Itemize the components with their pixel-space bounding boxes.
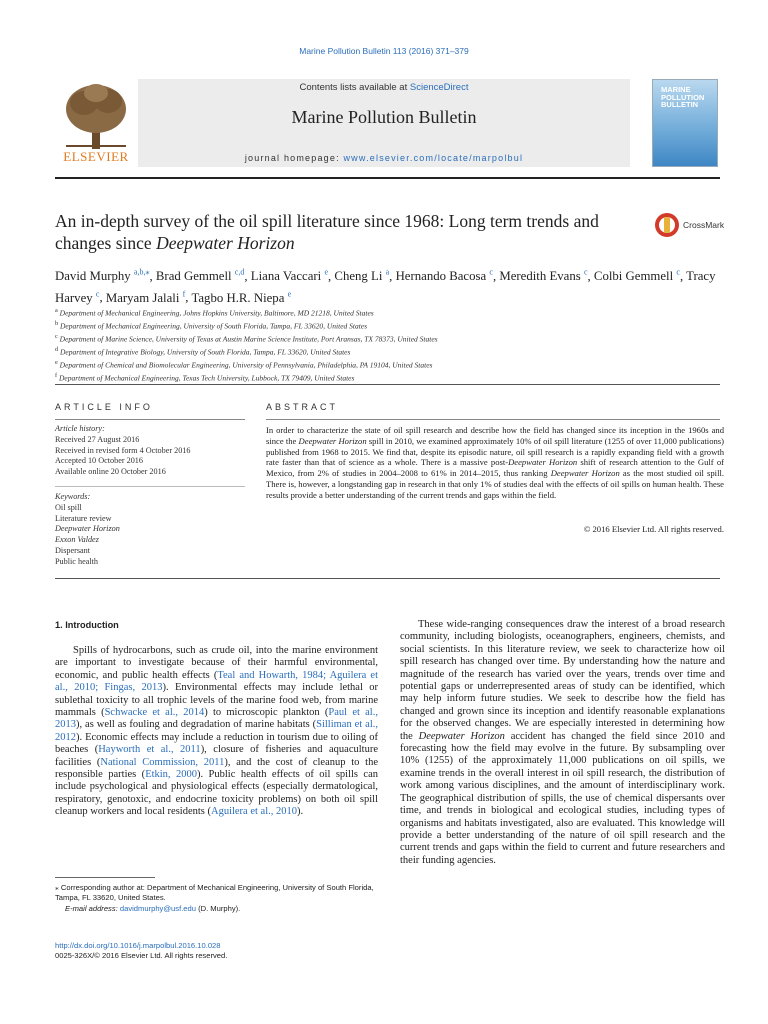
title-italic: Deepwater Horizon — [156, 233, 295, 253]
keywords — [55, 492, 245, 568]
citation-link[interactable]: National Commission, 2011 — [100, 756, 225, 768]
affiliation — [55, 332, 725, 345]
abstract-segment: In order to characterize the state of oil spill research and describe how the field has changed since its inception in the 1960s and since the — [266, 425, 724, 446]
journal-header — [58, 79, 716, 167]
article-history — [55, 424, 245, 478]
author-sup[interactable]: c — [676, 268, 680, 277]
journal-citation[interactable]: Marine Pollution Bulletin 113 (2016) 371–379 — [299, 46, 469, 56]
affiliation-text: Department of Mechanical Engineering, Texas Tech University, Lubbock, TX 79409, United States — [58, 373, 355, 383]
header-divider — [55, 177, 720, 179]
issn-line: 0025-326X/© 2016 Elsevier Ltd. All rights reserved. — [55, 951, 228, 961]
author-name: David Murphy — [55, 269, 131, 284]
footnote-divider — [55, 877, 155, 878]
body-text-segment: ) to microscopic plankton ( — [204, 707, 329, 719]
affiliation — [55, 371, 725, 384]
introduction-heading: 1. Introduction — [55, 620, 119, 630]
abstract-italic: Deepwater Horizon — [298, 435, 367, 446]
affiliation-text: Department of Mechanical Engineering, Johns Hopkins University, Baltimore, MD 21218, United States — [59, 308, 374, 318]
author[interactable] — [55, 269, 149, 283]
intro-right-column — [400, 619, 725, 867]
affiliation-key: b — [55, 320, 59, 328]
email-link[interactable]: davidmurphy@usf.edu — [119, 903, 196, 913]
keywords-divider — [55, 486, 245, 487]
abstract-segment: spill in 2010, we examined approximately 10% of oil spill literature (1255 of over 11,000 publications) published from 1968 to 2015. We find that, despite its episodic nature, oil spill research is a rapidly expanding field with a growth rate faster than that of science as a whole. There is a massive post- — [266, 435, 724, 468]
doi-block — [55, 941, 385, 962]
citation-link[interactable]: Aguilera et al., 2010 — [210, 806, 297, 818]
author-name: Colbi Gemmell — [593, 269, 674, 284]
body-text-segment: These wide-ranging consequences draw the interest of a broad research community, including biologists, oceanographers, engineers, chemists, and social scientists. In this literature review, we seek to characterize how oil spill research has changed over time. By understanding how the nature and magnitude of the research has varied over the years, trends over time and potential gaps or underrepresented areas of study can be identified, which may help inform future studies. We seek to describe how the field has changed and grown since its inception and identify reasonable explanations for the observed changes. We are especially interested in determining how the — [400, 619, 725, 742]
italic-text: Deepwater Horizon — [418, 730, 505, 742]
history-label: Article history: — [55, 424, 105, 433]
affiliation — [55, 358, 725, 371]
body-divider — [55, 578, 720, 579]
body-text-segment: ), as well as fouling and degradation of marine habitats ( — [76, 719, 317, 731]
affiliation-text: Department of Integrative Biology, University of South Florida, Tampa, FL 33620, United States — [60, 347, 351, 357]
abstract-text — [266, 425, 724, 501]
history-entry: Available online 20 October 2016 — [55, 467, 166, 477]
author-list: David Murphy $^{a,b,⁎}$, Brad Gemmell $^{c,d}$, Liana Vaccari $^e$, Cheng Li $^a$, Hernando Bacosa $^c$, Meredith Evans $^c$, Colbi Gemmell $^c$, Tracy Harvey $^c$, Maryam Jalali $^f$, Tagbo H.R. Niepa $^e$ — [55, 268, 716, 305]
author[interactable] — [106, 291, 185, 305]
author[interactable] — [594, 269, 680, 283]
author[interactable] — [396, 269, 493, 283]
keyword: Exxon Valdez — [55, 535, 99, 545]
journal-homepage — [138, 153, 630, 163]
footnote-text: Corresponding author at: Department of Mechanical Engineering, University of South Florida, Tampa, FL 33620, United States. — [55, 883, 374, 903]
contents-line — [138, 82, 630, 93]
abstract-italic: Deepwater Horizon — [550, 468, 620, 479]
history-entry: Received 27 August 2016 — [55, 434, 140, 444]
email-suffix: (D. Murphy). — [195, 903, 241, 913]
body-text-segment: ). — [297, 806, 304, 818]
affiliation-key: d — [55, 346, 59, 354]
affiliation — [55, 319, 725, 332]
affiliations — [55, 306, 725, 385]
author[interactable] — [156, 269, 244, 283]
homepage-link[interactable]: www.elsevier.com/locate/marpolbul — [343, 153, 524, 163]
author-sup[interactable]: a,b,⁎ — [133, 268, 150, 277]
author-name: Cheng Li — [334, 269, 383, 284]
affiliation-key: c — [55, 333, 58, 341]
keyword: Oil spill — [55, 502, 82, 512]
author-sup[interactable]: c — [95, 289, 100, 299]
abstract-italic: Deepwater Horizon — [508, 457, 578, 468]
homepage-prefix: journal homepage: — [244, 153, 344, 163]
keywords-label: Keywords: — [55, 492, 91, 501]
citation-link[interactable]: Etkin, 2000 — [145, 769, 197, 781]
abstract-segment: shift of research attention to the Gulf of Mexico, from 2% of studies in 2004–2008 to 61% in 2014–2015, thus ranking — [266, 457, 724, 479]
body-text-segment: ), and the cost of cleanup to the responsible parties ( — [55, 756, 378, 781]
sciencedirect-link[interactable]: ScienceDirect — [409, 82, 469, 93]
author-sup[interactable]: c,d — [234, 268, 245, 277]
body-text-segment: accident has changed the field since 2010 and forecasting how the field may evolve in the future. By subsampling over 10% (1255) of the approximately 11,000 publications on oil spills, we examine trends in the overall interest in oil spill research, the distribution of work among various disciplines, and the amount of interdisciplinary work. The geographical distribution of spills, the use of chemical dispersants over time, and trends in biological and ecological studies, including types of organisms and habitats investigated, also are evaluated. This knowledge will provide a better understanding of the nature of oil spill research and the current trends and gaps within the field to current and future researchers and their funding agencies. — [400, 730, 726, 866]
header-banner — [138, 79, 630, 167]
body-text-segment: ). Public health effects of oil spills can include psychological and physiological effects (especially dermatological, respiratory, genotoxic, and endocrine toxicity problems) on both oil spill cleanup workers and local residents ( — [55, 769, 379, 818]
journal-cover — [652, 79, 718, 167]
affiliation — [55, 306, 725, 319]
citation-link[interactable]: Silliman et al., 2012 — [55, 719, 378, 743]
keyword: Literature review — [55, 513, 112, 523]
body-text-segment: ). Environmental effects may include lethal or sublethal toxicity to all trophic levels of the marine food web, from marine mammals ( — [55, 682, 378, 719]
keyword: Deepwater Horizon — [55, 524, 120, 534]
corresponding-author-footnote — [55, 883, 378, 914]
affiliation — [55, 345, 725, 358]
author-sup[interactable]: c — [583, 268, 588, 277]
author[interactable] — [334, 269, 389, 283]
citation-link[interactable]: Hayworth et al., 2011 — [98, 744, 201, 756]
author-sup[interactable]: f — [182, 289, 186, 299]
body-text-segment: ), closure of fisheries and aquaculture facilities ( — [55, 744, 378, 768]
affiliation-text: Department of Chemical and Biomolecular Engineering, University of Pennsylvania, Philadelphia, PA 19104, United States — [59, 360, 433, 370]
author[interactable] — [251, 269, 328, 283]
author[interactable] — [191, 291, 291, 305]
body-text-segment: ). Economic effects may include a reduction in tourism due to oiling of beaches ( — [55, 731, 378, 756]
abstract-copyright: © 2016 Elsevier Ltd. All rights reserved. — [583, 524, 724, 534]
author-name: Tagbo H.R. Niepa — [191, 290, 285, 305]
author[interactable] — [499, 269, 587, 283]
abstract-segment: as the most studied oil spill. There is, however, a longstanding gap in research in that only 1% of studies deal with the effects of oil spills on human health. These results provide a better understanding of the current trends and gaps within the field. — [266, 468, 724, 500]
author-sup[interactable]: c — [489, 268, 493, 277]
title-text: An in-depth survey of the oil spill literature since 1968: Long term trends and changes since — [55, 211, 599, 253]
body-text-segment: Spills of hydrocarbons, such as crude oil, into the marine environment are important to investigate because of their harmful environmental, economic, and public health effects ( — [55, 645, 378, 681]
author-name: Liana Vaccari — [250, 269, 322, 284]
contents-prefix: Contents lists available at — [299, 82, 410, 93]
author-name: Maryam Jalali — [105, 290, 180, 305]
keyword: Public health — [55, 556, 98, 566]
intro-left-column — [55, 645, 378, 819]
author-name: Brad Gemmell — [155, 269, 232, 284]
keyword: Dispersant — [55, 545, 91, 555]
citation-link[interactable]: Paul et al., 2013 — [55, 707, 378, 731]
affiliation-key: a — [55, 307, 58, 314]
cover-title-line: POLLUTION — [661, 92, 705, 102]
abstract-heading: ABSTRACT — [266, 402, 339, 412]
elsevier-logo — [58, 79, 134, 167]
author-name: Hernando Bacosa — [395, 269, 487, 284]
article-title — [55, 210, 645, 254]
article-info-heading: ARTICLE INFO — [55, 402, 153, 412]
author-sup[interactable]: e — [287, 289, 292, 299]
affiliation-text: Department of Mechanical Engineering, University of South Florida, Tampa, FL 33620, United States — [60, 321, 368, 331]
affiliation-key: e — [55, 359, 58, 367]
author-name: Meredith Evans — [499, 269, 581, 284]
publisher-name: ELSEVIER — [63, 149, 129, 164]
history-entry: Accepted 10 October 2016 — [55, 456, 143, 466]
crossmark-icon — [654, 211, 680, 239]
author-sup[interactable]: e — [324, 268, 328, 277]
email-label: E-mail address: — [65, 903, 120, 913]
crossmark-badge[interactable] — [654, 211, 734, 239]
crossmark-label: CrossMark — [683, 220, 725, 230]
cover-title — [661, 86, 704, 109]
footnote-mark: ⁎ — [55, 883, 59, 892]
citation-link[interactable]: Schwacke et al., 2014 — [104, 707, 205, 719]
doi-link[interactable]: http://dx.doi.org/10.1016/j.marpolbul.2016.10.028 — [55, 941, 221, 950]
abstract-divider — [266, 419, 720, 420]
author-sup[interactable]: a — [385, 268, 390, 277]
affiliation-key: f — [55, 372, 58, 380]
journal-title: Marine Pollution Bulletin — [291, 107, 477, 127]
history-entry: Received in revised form 4 October 2016 — [55, 445, 191, 455]
affiliation-text: Department of Marine Science, University of Texas at Austin Marine Science Institute, Port Aransas, TX 78373, United States — [59, 334, 438, 344]
section-divider — [55, 384, 720, 385]
citation-link[interactable]: Teal and Howarth, 1984; Aguilera et al., 2010; Fingas, 2013 — [55, 669, 378, 694]
author-name: Tracy Harvey — [55, 269, 716, 305]
info-divider — [55, 419, 245, 420]
cover-title-line: MARINE — [661, 85, 691, 94]
cover-title-line: BULLETIN — [661, 100, 699, 109]
